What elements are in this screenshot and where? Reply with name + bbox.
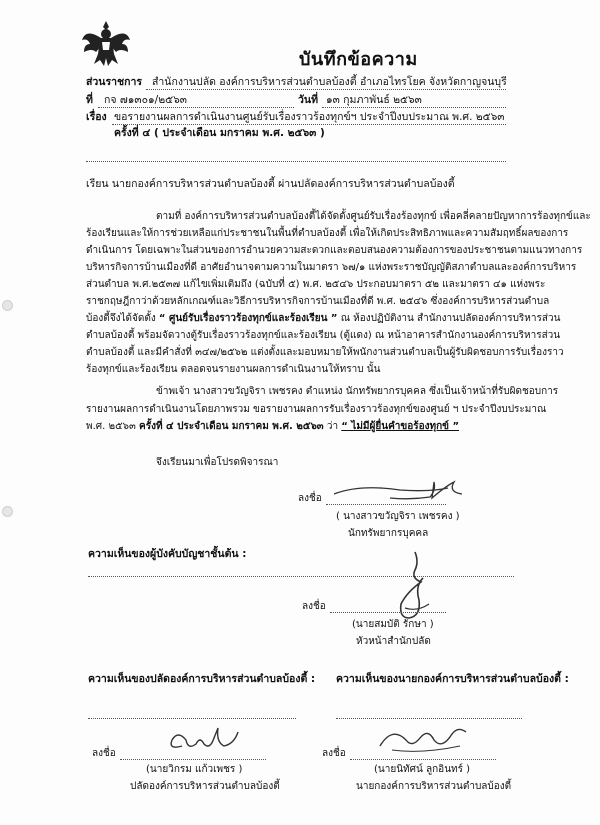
sig4-label: ลงชื่อ	[322, 748, 346, 759]
salutation: เรียน นายกองค์การบริหารส่วนตำบลบ้องตี้ ผ่านปลัดองค์การบริหารส่วนตำบลบ้องตี้	[86, 178, 455, 190]
signature-2	[385, 548, 445, 628]
sig3-name: (นายวิกรม แก้วเพชร )	[146, 764, 243, 775]
para2-year: พ.ศ. ๒๕๖๓	[86, 421, 136, 432]
para1-line-4: บริหารกิจการบ้านเมืองที่ดี อาศัยอำนาจตามความในมาตรา ๖๗/๑ แห่งพระราชบัญญัติสภาตำบลและองค์การบริหาร	[86, 262, 577, 273]
subject-dotted-line	[112, 124, 506, 125]
date-dotted-line	[322, 107, 506, 108]
dept-label: ส่วนราชการ	[86, 76, 143, 88]
para1-line-5: ส่วนตำบล พ.ศ.๒๕๓๗ แก้ไขเพิ่มเติมถึง (ฉบับที่ ๕) พ.ศ. ๒๕๔๖ ประกอบมาตรา ๕๒ และมาตรา ๔๑ แห่งพระ	[86, 279, 546, 290]
sig1-name: ( นางสาวขวัญจิรา เพชรคง )	[336, 511, 460, 522]
para2-result: “ ไม่มีผู้ยื่นคำขอร้องทุกข์ ”	[341, 421, 460, 432]
date-value: ๑๓ กุมภาพันธ์ ๒๕๖๓	[326, 94, 422, 106]
para2-period: ครั้งที่ ๔ ประจำเดือน มกราคม พ.ศ. ๒๕๖๓	[139, 421, 324, 432]
memo-title: บันทึกข้อความ	[299, 49, 418, 70]
subject-label: เรื่อง	[86, 111, 107, 123]
sig4-name: (นายนิทัศน์ ลูกอินทร์ )	[374, 764, 471, 775]
para1-line-7-start: บ้องตี้จึงได้จัดตั้ง	[86, 313, 156, 324]
signature-4	[372, 722, 472, 758]
signature-3	[164, 724, 244, 760]
sig2-dotted-line	[330, 612, 446, 613]
sig1-position: นักทรัพยากรบุคคล	[348, 528, 429, 539]
para2-word: ว่า	[326, 421, 339, 432]
ref-label: ที่	[86, 94, 93, 106]
sig4-dotted-line	[350, 759, 496, 760]
sig2-label: ลงชื่อ	[302, 601, 326, 612]
ref-value: กจ ๗๑๓๐๑/๒๕๖๓	[104, 94, 187, 106]
para1-line-9: ตำบลบ้องตี้ และมีคำสั่งที่ ๓๔๗/๒๕๖๒ แต่งตั้งและมอบหมายให้พนักงานส่วนตำบลเป็นผู้รับผิดชอบการรับเรื่องราว	[86, 347, 564, 358]
para1-line-1: ตามที่ องค์การบริหารส่วนตำบลบ้องตี้ได้จัดตั้งศูนย์รับเรื่องร้องทุกข์ เพื่อคลี่คลายปัญหาการร้องทุกข์และ	[156, 211, 591, 222]
subject-line-2: ครั้งที่ ๔ ( ประจำเดือน มกราคม พ.ศ. ๒๕๖๓ )	[114, 127, 325, 139]
header-separator	[86, 161, 506, 162]
para2-line-2: รายงานผลการดำเนินงานโดยภาพรวม ขอรายงานผลการรับเรื่องราวร้องทุกข์ของศูนย์ ฯ ประจำปีงบประมาณ	[86, 404, 547, 415]
dept-value: สำนักงานปลัด องค์การบริหารส่วนตำบลบ้องตี้ อำเภอไทรโยค จังหวัดกาญจนบุรี	[152, 76, 507, 88]
para1-line-6: ราชกฤษฎีกาว่าด้วยหลักเกณฑ์และวิธีการบริหารกิจการบ้านเมืองที่ดี พ.ศ. ๒๕๔๖ ซึ่งองค์การบริหารส่วนตำบล	[86, 296, 550, 307]
sig3-dotted-line	[120, 759, 266, 760]
dept-dotted-line	[146, 89, 506, 90]
para1-line-7	[86, 312, 560, 325]
sig1-label: ลงชื่อ	[298, 493, 322, 504]
closing-text: จึงเรียนมาเพื่อโปรดพิจารณา	[156, 457, 279, 468]
para1-line-10: ร้องทุกข์และร้องเรียน ตลอดจนรายงานผลการดำเนินงานให้ทราบ นั้น	[86, 364, 381, 375]
signature-1	[330, 478, 470, 508]
center-name: “ ศูนย์รับเรื่องราวร้องทุกข์และร้องเรียน ”	[158, 313, 338, 324]
opinion1-label: ความเห็นของผู้บังคับบัญชาชั้นต้น :	[88, 548, 247, 560]
para1-line-7-end: ณ ห้องปฏิบัติงาน สำนักงานปลัดองค์การบริหารส่วน	[340, 313, 561, 324]
para2-line-1: ข้าพเจ้า นางสาวขวัญจิรา เพชรคง ตำแหน่ง นักทรัพยากรบุคคล ซึ่งเป็นเจ้าหน้าที่รับผิดชอบการ	[156, 386, 559, 397]
opinion2-line	[88, 718, 296, 719]
ref-dotted-line	[98, 107, 294, 108]
sig2-name: (นายสมบัติ รักษา )	[352, 619, 434, 630]
sig3-position: ปลัดองค์การบริหารส่วนตำบลบ้องตี้	[130, 781, 280, 792]
para1-line-2: ร้องเรียนและให้การช่วยเหลือแก่ประชาชนในพื้นที่ตำบลบ้องตี้ เพื่อให้เกิดประสิทธิภาพและความสัมฤทธิ์ผลของการ	[86, 228, 569, 239]
opinion1-line-1	[88, 576, 514, 577]
para1-line-3: ดำเนินการ โดยเฉพาะในส่วนของการอำนวยความสะดวกและตอบสนองความต้องการของประชาชนตามแนวทางการ	[86, 245, 583, 256]
sig4-position: นายกองค์การบริหารส่วนตำบลบ้องตี้	[356, 781, 512, 792]
para2-line-3	[86, 420, 459, 433]
opinion3-line	[336, 718, 522, 719]
date-label: วันที่	[298, 94, 318, 106]
opinion3-label: ความเห็นของนายกองค์การบริหารส่วนตำบลบ้องตี้ :	[336, 673, 569, 685]
sig2-position: หัวหน้าสำนักปลัด	[356, 636, 431, 647]
opinion2-label: ความเห็นของปลัดองค์การบริหารส่วนตำบลบ้องตี้ :	[88, 673, 316, 685]
punch-hole-top	[2, 300, 13, 311]
para1-line-8: ตำบลบ้องตี้ พร้อมจัดวางตู้รับเรื่องราวร้องทุกข์และร้องเรียน (ตู้แดง) ณ หน้าอาคารสำนักงานองค์การบริหารส่วน	[86, 330, 561, 341]
garuda-emblem	[80, 18, 132, 68]
punch-hole-bottom	[2, 506, 13, 517]
subject-line-1: ขอรายงานผลการดำเนินงานศูนย์รับเรื่องราวร้องทุกข์ฯ ประจำปีงบประมาณ พ.ศ. ๒๕๖๓	[114, 111, 505, 123]
sig3-label: ลงชื่อ	[92, 748, 116, 759]
